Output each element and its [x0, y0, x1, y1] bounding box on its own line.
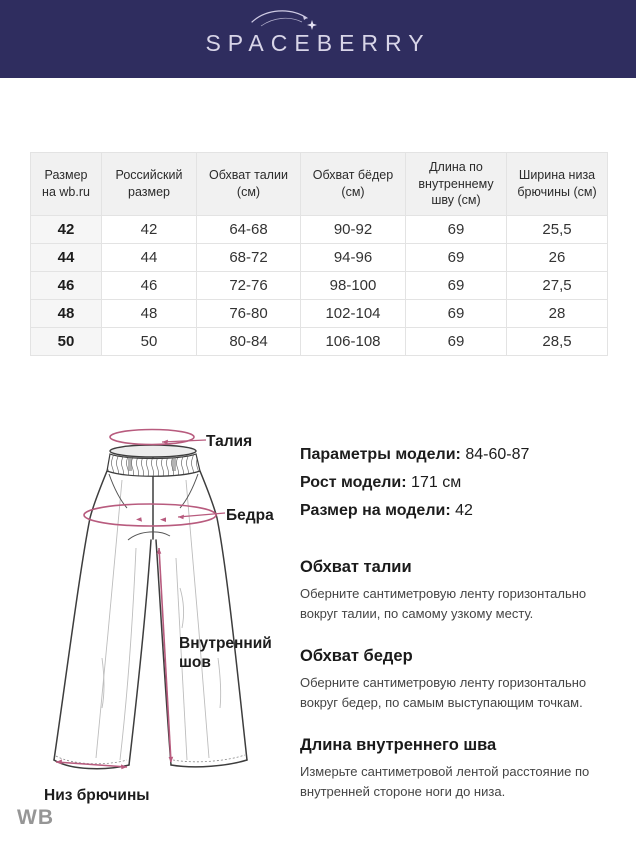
table-row: [31, 244, 608, 272]
model-size-line: [300, 500, 622, 522]
guide-hips-text: Оберните сантиметровую ленту горизонтально вокруг бедер, по самым выступающим точкам.: [300, 675, 587, 710]
waistband-top: [110, 445, 196, 457]
table-cell: 46: [102, 272, 197, 300]
size-table-header: [31, 153, 608, 216]
table-cell: 76-80: [197, 300, 301, 328]
model-params-line: [300, 444, 622, 466]
table-rowheader-cell: 46: [31, 272, 102, 300]
waist-label: Талия: [206, 433, 253, 450]
brand-logo: SPACEBERRY: [205, 30, 431, 56]
model-height-label: Рост модели:: [300, 474, 407, 491]
table-cell: 44: [102, 244, 197, 272]
table-cell: 90-92: [301, 216, 406, 244]
belt-mark-left: [128, 455, 132, 471]
col-header-hips: Обхват бёдер (см): [301, 153, 406, 216]
table-cell: 28: [507, 300, 608, 328]
model-params-label: Параметры модели:: [300, 446, 461, 463]
table-rowheader-cell: 44: [31, 244, 102, 272]
table-rowheader-cell: 48: [31, 300, 102, 328]
col-header-ru-size: Российский размер: [102, 153, 197, 216]
table-cell: 50: [102, 328, 197, 356]
table-row: [31, 272, 608, 300]
model-size-label: Размер на модели:: [300, 502, 451, 519]
size-table: [30, 152, 608, 356]
model-height-value: 171 см: [411, 474, 462, 491]
hem-label: Низ брючины: [44, 787, 150, 804]
table-cell: 94-96: [301, 244, 406, 272]
table-row: [31, 328, 608, 356]
hips-label: Бедра: [226, 507, 274, 524]
table-cell: 28,5: [507, 328, 608, 356]
table-cell: 48: [102, 300, 197, 328]
guide-inseam-text: Измерьте сантиметровой лентой расстояние по внутренней стороне ноги до низа.: [300, 764, 590, 799]
col-header-hem-width: Ширина низа брючины (см): [507, 153, 608, 216]
wb-watermark: WB: [17, 806, 54, 829]
waist-measure-ellipse: [110, 430, 194, 445]
table-header-row: [31, 153, 608, 216]
guide-inseam-title: Длина внутреннего шва: [300, 736, 497, 754]
pants-body-fill: [54, 471, 247, 769]
table-cell: 69: [406, 216, 507, 244]
table-row: [31, 216, 608, 244]
col-header-waist: Обхват талии (см): [197, 153, 301, 216]
table-cell: 98-100: [301, 272, 406, 300]
inseam-label: Внутренний шов: [179, 635, 272, 672]
table-cell: 69: [406, 300, 507, 328]
model-size-value: 42: [455, 502, 473, 519]
table-cell: 106-108: [301, 328, 406, 356]
model-params-value: 84-60-87: [465, 446, 530, 463]
table-cell: 69: [406, 244, 507, 272]
table-rowheader-cell: 42: [31, 216, 102, 244]
table-cell: 27,5: [507, 272, 608, 300]
table-cell: 69: [406, 272, 507, 300]
guide-section-hips: [300, 647, 622, 712]
brand-banner: [0, 0, 636, 78]
guide-waist-text: Оберните сантиметровую ленту горизонтально вокруг талии, по самому узкому месту.: [300, 586, 587, 621]
col-header-wb-size: Размер на wb.ru: [31, 153, 102, 216]
belt-mark-right: [172, 455, 176, 471]
measure-guide: [300, 558, 622, 801]
table-cell: 64-68: [197, 216, 301, 244]
info-column: [300, 444, 622, 825]
table-cell: 26: [507, 244, 608, 272]
table-cell: 102-104: [301, 300, 406, 328]
guide-section-inseam: [300, 736, 622, 801]
table-rowheader-cell: 50: [31, 328, 102, 356]
table-cell: 69: [406, 328, 507, 356]
table-row: [31, 300, 608, 328]
table-cell: 80-84: [197, 328, 301, 356]
size-table-body: [31, 216, 608, 356]
table-cell: 72-76: [197, 272, 301, 300]
guide-hips-title: Обхват бедер: [300, 647, 413, 665]
col-header-inseam: Длина по внутреннему шву (см): [406, 153, 507, 216]
table-cell: 68-72: [197, 244, 301, 272]
guide-waist-title: Обхват талии: [300, 558, 412, 576]
model-height-line: [300, 472, 622, 494]
table-cell: 42: [102, 216, 197, 244]
pants-sketch: [10, 408, 290, 813]
table-cell: 25,5: [507, 216, 608, 244]
guide-section-waist: [300, 558, 622, 623]
